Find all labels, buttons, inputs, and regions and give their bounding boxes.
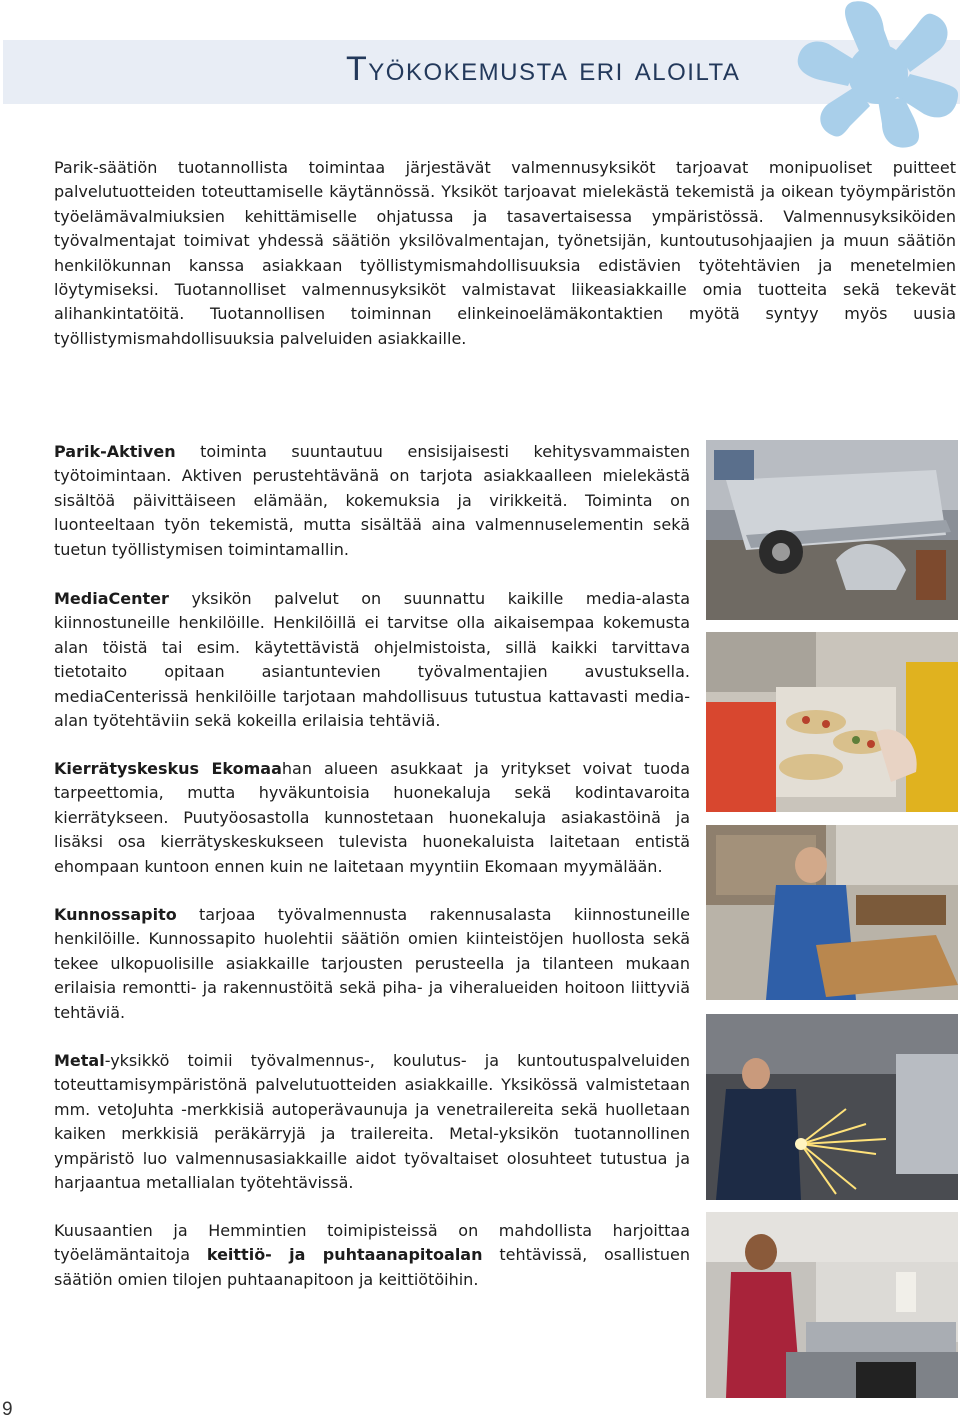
ekomaa-text: han alueen asukkaat ja yritykset voivat tuoda tarpeettomia, mutta hyväkuntoisia huonekaluja sekä kodintavaroita kierrätykseen. Puutyöosastolla kunnostetaan huonekaluja asiakastöinä ja lisäksi osa kierrätyskeskukseen tulevista huonekaluista laitetaan entistä ehompaan kuntoon ennen kuin ne laitetaan myyntiin Ekomaan myymälään. bbox=[54, 759, 690, 876]
kitchen-text-after: tehtävissä, osallistuen säätiön omien tilojen puhtaanapitoon ja keittiötöihin. bbox=[54, 1245, 691, 1289]
kitchen-paragraph bbox=[54, 1219, 690, 1292]
kunnossapito-name: Kunnossapito bbox=[54, 905, 177, 924]
metal-grinding-photo bbox=[706, 1014, 958, 1200]
woodwork-photo bbox=[706, 825, 958, 1000]
aktiven-paragraph bbox=[54, 440, 690, 562]
mediacenter-text: yksikön palvelut on suunnattu kaikille media-alasta kiinnostuneille henkilöille. Henkilöillä ei tarvitse olla aikaisempaa kokemusta alan töistä tai esim. käytettävistä ohjelmistoista, sillä kaikki tarvittava tietotaito opitaan asiantuntevien työvalmentajien avustuksella. mediaCenterissä henkilöille tarjotaan mahdollisuus tutustua kattavasti media-alan työtehtäviin sekä kokeilla erilaisia tehtäviä. bbox=[54, 589, 690, 731]
kunnossapito-paragraph bbox=[54, 903, 690, 1025]
mediacenter-paragraph bbox=[54, 587, 690, 733]
kitchen-bold: keittiö- ja puhtaanapitoalan bbox=[206, 1245, 483, 1265]
aktiven-name: Parik-Aktiven bbox=[54, 442, 176, 461]
page-title: Työkokemusta eri aloilta bbox=[346, 50, 741, 88]
metal-paragraph bbox=[54, 1049, 690, 1195]
metal-name: Metal bbox=[54, 1051, 105, 1070]
ekomaa-paragraph bbox=[54, 757, 690, 879]
kunnossapito-text: tarjoaa työvalmennusta rakennusalasta kiinnostuneille henkilöille. Kunnossapito huolehtii säätiön omien kiinteistöjen huollosta sekä tekee ulkopuolisille asiakkaille tarjousten perusteella ja tilanteen mukaan erilaisia remontti- ja rakennustöitä sekä piha- ja viheralueiden hoitoon liittyviä tehtäviä. bbox=[54, 905, 690, 1022]
metal-text: -yksikkö toimii työvalmennus-, koulutus- ja kuntoutuspalveluiden toteuttamisympäristönä palvelutuotteiden asiakkaille. Yksikössä valmistetaan mm. vetoJuhta -merkkisiä autoperävaunuja ja venetrailereita sekä huolletaan kaiken merkkisiä peräkärryjä ja trailereita. Metal-yksikön tuotannollinen ympäristö luo valmennusasiakkaille aidot työvaltaiset olosuhteet tutustua ja harjaantua metallialan työtehtävissä. bbox=[54, 1051, 690, 1193]
aktiven-text: toiminta suuntautuu ensisijaisesti kehitysvammaisten työtoimintaan. Aktiven perustehtävänä on tarjota asiakkaalleen mielekästä sisältöä päivittäiseen elämään, kokemuksia ja virikkeitä. Toiminta on luonteeltaan työn tekemistä, mutta sisältää aina valmennuselementin sekä tuetun työllistymisen toimintamallin. bbox=[54, 442, 690, 559]
blue-asterisk-logo-icon bbox=[792, 0, 960, 150]
ekomaa-name: Kierrätyskeskus Ekomaa bbox=[54, 759, 282, 778]
kitchen-pizza-photo bbox=[706, 632, 958, 812]
kitchen-text-before: Kuusaantien ja Hemmintien toimipisteissä on mahdollista harjoittaa työelämäntaitoja bbox=[54, 1221, 690, 1265]
trailer-workshop-photo bbox=[706, 440, 958, 620]
mediacenter-name: MediaCenter bbox=[54, 589, 169, 608]
intro-paragraph: Parik-säätiön tuotannollista toimintaa järjestävät valmennusyksiköt tarjoavat monipuoliset puitteet palvelutuotteiden toteuttamiselle käytännössä. Yksiköt tarjoavat mielekästä tekemistä ja oikean työympäristön työelämävalmiuksien kehittämiselle ohjatussa ja tasavertaisessa ympäristössä. Valmennusyksiköiden työvalmentajat toimivat yhdessä säätiön yksilövalmentajan, työnetsijän, kuntoutusohjaajien ja muun säätiön henkilökunnan kanssa asiakkaan työllistymismahdollisuuksia edistävien työtehtävien ja menetelmien löytymiseksi. Tuotannolliset valmennusyksiköt valmistavat liikeasiakkaille omia tuotteita sekä tekevät alihankintatöitä. Tuotannollisen toiminnan elinkeinoelämäkontaktien myötä syntyy myös uusia työllistymismahdollisuuksia palveluiden asiakkaille. bbox=[54, 158, 956, 348]
page-number: 9 bbox=[2, 1399, 13, 1420]
cleaning-kitchen-photo bbox=[706, 1212, 958, 1398]
